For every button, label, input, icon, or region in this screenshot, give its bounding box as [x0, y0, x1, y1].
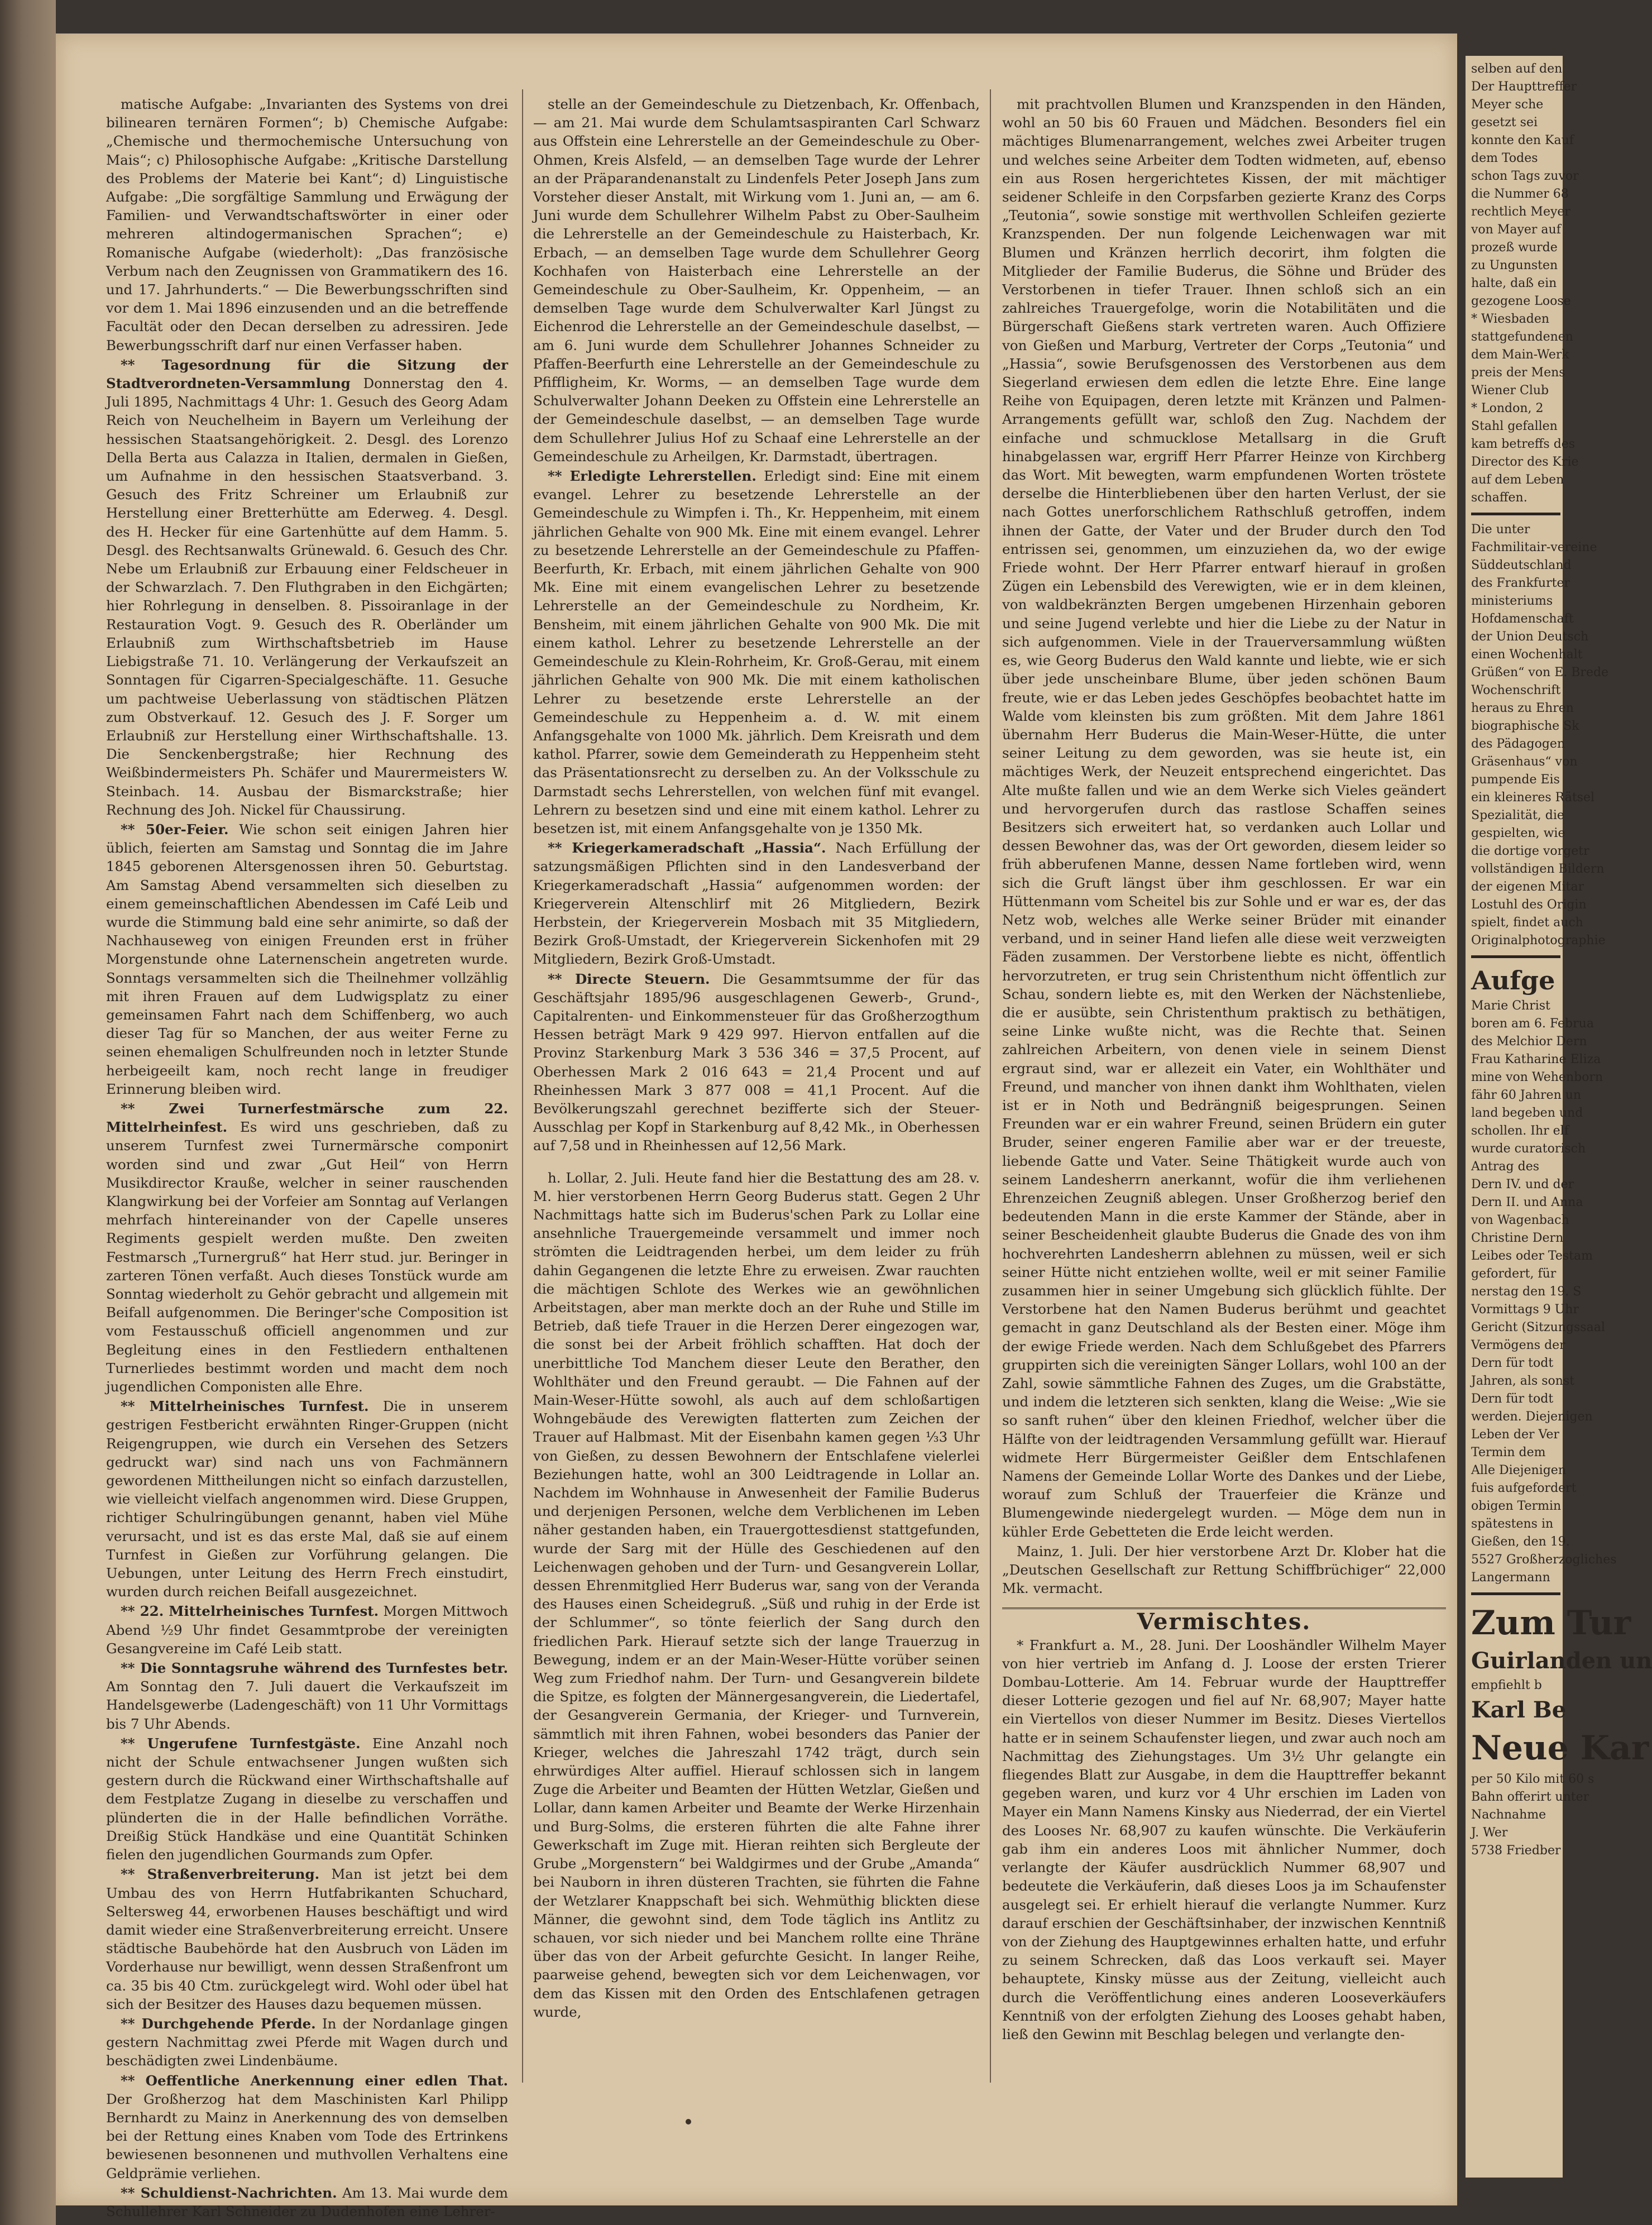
- article-paragraph: [106, 1099, 508, 1396]
- adjacent-text-line: schollen. Ihr elf: [1471, 1124, 1569, 1138]
- adjacent-text-line: dem Main-Werk: [1471, 348, 1569, 362]
- article-paragraph: [106, 2184, 508, 2221]
- ink-dot: [686, 2119, 691, 2124]
- adjacent-text-line: gefordert, für: [1471, 1267, 1557, 1281]
- article-heading: ** Straßenverbreiterung.: [121, 1866, 320, 1883]
- adjacent-text-line: gespielten, wie: [1471, 826, 1565, 840]
- article-text: Der Großherzog hat dem Maschinisten Karl Philipp Bernhardt zu Mainz in Anerkennung des von demselben bei der Rettung eines Knaben vom Tode des Ertrinkens bewiesenen besonnenen und muthvollen Verhaltens eine Geldprämie verliehen.: [106, 2090, 508, 2181]
- article-paragraph: [533, 970, 980, 1155]
- adjacent-text-line: land begeben und: [1471, 1106, 1583, 1120]
- adjacent-text-line: Lostuhl des Origin: [1471, 898, 1587, 912]
- adjacent-text-line: spätestens in: [1471, 1517, 1554, 1531]
- adjacent-ad-name: Karl Be: [1471, 1697, 1567, 1723]
- adjacent-text-line: Bahn offerirt unter: [1471, 1790, 1589, 1804]
- adjacent-text-line: Dern IV. und der: [1471, 1178, 1574, 1192]
- adjacent-text-line: Süddeutschland: [1471, 558, 1572, 572]
- article-text: Donnerstag den 4. Juli 1895, Nachmittags 4 Uhr: 1. Gesuch des Georg Adam Reich von Neuchelheim in Bayern um Verleihung der hessischen Staatsangehörigkeit. 2. Desgl. des Lorenzo Della Berta aus Calazza in Italien, dermalen in Gießen, um Aufnahme in den hessischen Staatsverband. 3. Gesuch des Fritz Schreiner um Erlaubniß zur Herstellung einer Bretterhütte am Ederweg. 4. Desgl. des H. Hecker für eine Gartenhütte auf dem Hamm. 5. Desgl. des Rechtsanwalts Grünewald. 6. Gesuch des Chr. Nebe um Erlaubniß zur Erbauung einer Feldscheuer in der Schwarzlach. 7. Den Fluthgraben in den Eichgärten; hier Rohrlegung in denselben. 8. Pissoiranlage in der Restauration Vogt. 9. Gesuch des R. Oberländer um Erlaubniß zum Wirthschaftsbetrieb im Hause Liebigstraße 71. 10. Verlängerung der Verkaufszeit an Sonntagen für Cigarren-Specialgeschäfte. 11. Gesuche um pachtweise Ueberlassung von städtischen Plätzen zum Obstverkauf. 12. Gesuch des J. F. Sorger um Erlaubniß zur Herstellung einer Wirthschaftshalle. 13. Die Senckenbergstraße; hier Rechnung des Weißbindermeisters Ph. Schäfer und Maurermeisters W. Steinbach. 14. Ausbau der Bismarckstraße; hier Rechnung des Joh. Nickel für Chaussirung.: [106, 375, 508, 818]
- adjacent-text-line: Termin dem: [1471, 1446, 1546, 1460]
- article-text: Die in unserem gestrigen Festbericht erwähnten Ringer-Gruppen (nicht Reigengruppen, wie durch ein Versehen des Setzers gedruckt war) sind nach uns von Fachmännern gewordenen Mittheilungen nicht so einfach darzustellen, wie vielleicht vielfach angenommen wird. Diese Gruppen, richtiger Schulringübungen genannt, haben viel Mühe verursacht, und ist es das erste Mal, daß sie auf einem Turnfest in Gießen zur Vorführung gelangen. Die Uebungen, unter Leitung des Herrn Frech einstudirt, wurden durch reichen Beifall ausgezeichnet.: [106, 1398, 509, 1600]
- article-heading: ** Schuldienst-Nachrichten.: [121, 2184, 337, 2201]
- adjacent-text-line: spielt, findet auch: [1471, 916, 1583, 930]
- column-2: [533, 95, 980, 2083]
- adjacent-text-line: gesetzt sei: [1471, 116, 1538, 130]
- divider: [1471, 513, 1560, 515]
- adjacent-text-line: * London, 2: [1471, 401, 1544, 415]
- adjacent-text-line: dem Todes: [1471, 151, 1538, 165]
- adjacent-text-line: Hofdamenschaft: [1471, 612, 1574, 626]
- article-heading: ** Erledigte Lehrerstellen.: [548, 468, 756, 485]
- adjacent-text-line: Stahl gefallen: [1471, 419, 1558, 433]
- column-rule: [990, 89, 991, 2083]
- adjacent-text-line: Dern II. und Anna: [1471, 1195, 1583, 1209]
- adjacent-text-line: Der Haupttreffer: [1471, 80, 1577, 94]
- adjacent-text-line: J. Wer: [1471, 1826, 1508, 1840]
- adjacent-text-line: Nachnahme: [1471, 1808, 1546, 1822]
- adjacent-text-line: Wiener Club: [1471, 384, 1549, 398]
- article-paragraph: [533, 467, 980, 838]
- article-text: Eine Anzahl noch nicht der Schule entwachsener Jungen wußten sich gestern durch die Rückwand einer Wirthschaftshalle auf dem Festplatze Zugang in dieselbe zu verschaffen und plünderten die in der Halle befindlichen Vorräthe. Dreißig Stück Handkäse und eine Quantität Schinken fielen den jugendlichen Gourmands zum Opfer.: [106, 1735, 508, 1863]
- article-heading: ** 50er-Feier.: [121, 821, 229, 838]
- adjacent-text-line: obigen Termin: [1471, 1499, 1562, 1513]
- article-paragraph: [106, 1659, 508, 1733]
- adjacent-text-line: Vermögens der: [1471, 1338, 1565, 1352]
- adjacent-ad-subtitle: Guirlanden un: [1471, 1648, 1652, 1674]
- adjacent-text-line: die dortige vorgetr: [1471, 844, 1589, 858]
- article-paragraph: * Frankfurt a. M., 28. Juni. Der Looshändler Wilhelm Mayer von hier vertrieb im Anfang d. J. Loose der ersten Trierer Dombau-Lotterie. Am 14. Februar wurde der Haupttreffer dieser Lotterie gezogen und fiel auf Nr. 68,907; Mayer hatte ein Viertellos von dieser Nummer im Besitz. Dieses Viertellos hatte er in seinem Schaufenster liegen, und zwar auch noch am Nachmittag des Ziehungstages. Um 3½ Uhr gelangte ein fliegendes Blatt zur Ausgabe, in dem die Haupttreffer bekannt gegeben waren, und kurz vor 4 Uhr erschien im Laden von Mayer ein Mann Namens Kinsky aus Niederrad, der ein Viertel des Looses Nr. 68,907 zu kaufen wünschte. Die Verkäuferin gab ihm ein anderes Loos mit ähnlicher Nummer, doch verlangte der Käufer ausdrücklich Nummer 68,907 und bedeutete die Verkäuferin, daß dieses Loos ja im Schaufenster ausgelegt sei. Er erhielt hierauf die verlangte Nummer. Kurz darauf erschien der Geschäftsinhaber, der inzwischen Kenntniß von der Ziehung des Hauptgewinnes erhalten hatte, und erfuhr zu seinem Schrecken, daß das Loos verkauft sei. Mayer behauptete, Kinsky müsse aus der Zeitung, vielleicht auch durch die Veröffentlichung eines anderen Looseverkäufers Kenntniß von der erfolgten Ziehung des Looses gehabt haben, ließ den Gewinn mit Beschlag belegen und verlangte den-: [1002, 1637, 1446, 2042]
- adjacent-text-line: von Wagenbach: [1471, 1213, 1569, 1227]
- section-heading-vermischtes: Vermischtes.: [1002, 1607, 1446, 1631]
- article-paragraph: [106, 2071, 508, 2183]
- article-text: In der Nordanlage gingen gestern Nachmittag zwei Pferde mit Wagen durch und beschädigten zwei Lindenbäume.: [106, 2015, 508, 2069]
- adjacent-text-line: Spezialität, die: [1471, 808, 1564, 822]
- adjacent-text-line: Jahren, als sonst: [1471, 1374, 1575, 1388]
- divider: [1471, 955, 1560, 958]
- article-paragraph: [106, 356, 508, 819]
- adjacent-text-line: * Wiesbaden: [1471, 312, 1550, 326]
- article-heading: ** Mittelrheinisches Turnfest.: [121, 1398, 369, 1415]
- adjacent-text-block: [1471, 1677, 1560, 1695]
- article-text: Wie schon seit einigen Jahren hier üblich, feierten am Samstag und Sonntag die im Jahre 1845 geborenen Altersgenossen ihren 50. Geburtstag. Am Samstag Abend versammelten sich dieselben zu einem gemeinschaftlichen Abendessen im Café Leib und wurde die Stimmung bald eine sehr animirte, so daß der Nachhauseweg von einigen Freunden erst in früher Morgenstunde ohne Laternenschein angetreten wurde. Sonntags versammelten sich die Theilnehmer vollzählig mit ihren Frauen auf dem Ludwigsplatz zu einer gemeinsamen Fahrt nach dem Schiffenberg, wo auch dieser Tag für so Manchen, der aus weiter Ferne zu seinen ehemaligen Schulfreunden noch in letzter Stunde herbeigeeilt kam, noch recht lange in freudiger Erinnerung bleiben wird.: [106, 821, 508, 1097]
- adjacent-text-line: Gericht (Sitzungssaal: [1471, 1320, 1605, 1334]
- adjacent-text-line: per 50 Kilo mit 60 s: [1471, 1772, 1594, 1786]
- adjacent-text-line: der Union Deutsch: [1471, 630, 1589, 644]
- adjacent-text-line: Die unter: [1471, 523, 1530, 537]
- article-text: Nach Erfüllung der satzungsmäßigen Pflichten sind in den Landesverband der Kriegerkameradschaft „Hassia“ aufgenommen worden: der Kriegerverein Altenschlirf mit 26 Mitgliedern, Bezirk Herbstein, der Kriegerverein Mosbach mit 35 Mitgliedern, Bezirk Groß-Umstadt, der Kriegerverein Sickenhofen mit 29 Mitgliedern, Bezirk Groß-Umstadt.: [533, 840, 980, 968]
- adjacent-heading: Aufge: [1471, 965, 1555, 996]
- article-paragraph: Mainz, 1. Juli. Der hier verstorbene Arzt Dr. Klober hat die „Deutschen Gesellschaft zur Rettung Schiffbrüchiger“ 22,000 Mk. vermacht.: [1002, 1543, 1446, 1597]
- adjacent-text-line: 5738 Friedber: [1471, 1844, 1561, 1858]
- adjacent-text-line: pumpende Eis: [1471, 773, 1560, 787]
- adjacent-text-line: konnte den Kauf: [1471, 133, 1574, 147]
- article-heading: ** Die Sonntagsruhe während des Turnfestes betr.: [121, 1660, 508, 1677]
- adjacent-text-line: Christine Dern: [1471, 1231, 1564, 1245]
- adjacent-text-line: preis der Mens: [1471, 366, 1565, 380]
- adjacent-text-line: einen Wochenhalt: [1471, 648, 1583, 662]
- adjacent-text-line: zu Ungunsten: [1471, 259, 1558, 272]
- article-heading: ** Kriegerkameradschaft „Hassia“.: [548, 840, 826, 856]
- adjacent-text-line: schaffen.: [1471, 491, 1527, 505]
- article-text: Morgen Mittwoch Abend ½9 Uhr findet Gesammtprobe der vereinigten Gesangvereine im Café Leib statt.: [106, 1603, 508, 1657]
- adjacent-text-line: des Melchior Dern: [1471, 1035, 1587, 1049]
- article-paragraph: [106, 1602, 508, 1658]
- adjacent-text-line: des Frankfurter: [1471, 576, 1570, 590]
- article-heading: ** Durchgehende Pferde.: [121, 2015, 316, 2032]
- article-paragraph: matische Aufgabe: „Invarianten des Systems von drei bilinearen ternären Formen“; b) Chemische Aufgabe: „Chemische und thermochemische Untersuchung von Mais“; c) Philosophische Aufgabe: „Kritische Darstellung des Problems der Materie bei Kant“; d) Linguistische Aufgabe: „Die sorgfältige Sammlung und Erwägung der Familien- und Verwandtschaftswörter in einer oder mehreren altindogermanischen Sprachen“; e) Romanische Aufgabe (wiederholt): „Das französische Verbum nach den Zeugnissen von Grammatikern des 16. und 17. Jahrhunderts.“ — Die Bewerbungsschriften sind vor dem 1. Mai 1896 einzusenden und an die betreffende Facultät oder den Decan derselben zu adressiren. Jede Bewerbungsschrift darf nur einen Verfasser haben.: [106, 96, 508, 353]
- adjacent-text-line: gezogene Loose: [1471, 294, 1571, 308]
- adjacent-text-line: des Pädagogen: [1471, 737, 1565, 751]
- article-paragraph: [106, 1734, 508, 1864]
- adjacent-text-line: Grüßen“ von E. Brede: [1471, 666, 1609, 680]
- divider: [1471, 1592, 1560, 1595]
- article-heading: ** 22. Mittelrheinisches Turnfest.: [121, 1603, 379, 1620]
- adjacent-text-line: Dern für todt: [1471, 1356, 1554, 1370]
- book-binding-edge: [0, 0, 56, 2225]
- column-3: [1002, 95, 1446, 2083]
- adjacent-text-line: Frau Katharine Eliza: [1471, 1052, 1601, 1066]
- adjacent-page-text: [1466, 56, 1652, 1860]
- adjacent-text-line: Gießen, den 19.: [1471, 1535, 1570, 1549]
- adjacent-text-line: ministeriums: [1471, 594, 1553, 608]
- article-paragraph: [106, 1397, 508, 1601]
- column-rule: [522, 89, 523, 2083]
- article-text: Man ist jetzt bei dem Umbau des von Herrn Hutfabrikanten Schuchard, Seltersweg 44, erworbenen Hauses beschäftigt und wird damit wieder eine Straßenverbreiterung erreicht. Unsere städtische Baubehörde hat den Ausbruch von Läden im Vorderhause nur bewilligt, wenn dessen Straßenfront um ca. 35 bis 40 Ctm. zurückgelegt wird. Wohl oder übel hat sich der Besitzer des Hauses dazu bequemen müssen.: [106, 1866, 508, 2012]
- adjacent-text-line: der eigenen Mitar: [1471, 880, 1584, 894]
- adjacent-text-line: Dern für todt: [1471, 1392, 1554, 1406]
- adjacent-text-line: Gräsenhaus“ von: [1471, 755, 1578, 769]
- adjacent-text-line: ein kleineres Rätsel: [1471, 791, 1595, 805]
- article-paragraph: h. Lollar, 2. Juli. Heute fand hier die Bestattung des am 28. v. M. hier verstorbenen Herrn Georg Buderus statt. Gegen 2 Uhr Nachmittags hatte sich im Buderus'schen Park zu Lollar eine ansehnliche Trauergemeinde versammelt und immer noch strömten die Leidtragenden herbei, um dem leider zu früh dahin Gegangenen die letzte Ehre zu erweisen. Zwar rauchten die mächtigen Schlote des Werkes wie an gewöhnlichen Arbeitstagen, aber man merkte doch an der Ruhe und Stille im Betrieb, daß tiefe Trauer in die Herzen Derer eingezogen war, die sonst bei der Arbeit fröhlich schafften. Hat doch der unerbittliche Tod Manchem dieser Leute den Berather, den Wohlthäter und den Freund geraubt. — Die Fahnen auf der Main-Weser-Hütte sowohl, als auch auf dem schloßartigen Wohngebäude des Verewigten flatterten zum Zeichen der Trauer auf Halbmast. Mit der Eisenbahn kamen gegen ⅓3 Uhr von Gießen, zu dessen Bewohnern der Entschlafene vielerlei Beziehungen hatte, wohl an 300 Leidtragende in Lollar an. Nachdem im Wohnhause in Anwesenheit der Familie Buderus und derjenigen Personen, welche dem Verblichenen im Leben näher gestanden haben, ein Trauergottesdienst stattgefunden, wurde der Sarg mit der Hülle des Geschiedenen auf den Leichenwagen gehoben und der Turn- und Gesangverein Lollar, dessen Ehrenmitglied Herr Buderus war, sang von der Veranda des Hauses einen Scheidegruß. „Süß und ruhig in der Erde ist der Schlummer“, so tönte feierlich der Sang durch den friedlichen Park. Hierauf setzte sich der lange Trauerzug in Bewegung, indem er an der Main-Weser-Hütte vorüber seinen Weg zum Friedhof nahm. Der Turn- und Gesangverein bildete die Spitze, es folgten der Männergesangverein, die Liedertafel, der Gesangverein Germania, der Krieger- und Turnverein, sämmtlich mit ihren Fahnen, wobei besonders das Panier der Krieger, welches die Jahreszahl 1742 trägt, durch sein ehrwürdiges Alter auffiel. Hierauf schlossen sich in langem Zuge die Arbeiter und Beamten der Hütten Wetzlar, Gießen und Lollar, dann kamen Arbeiter und Beamte der Werke Hirzenhain und Burg-Solms, die ersteren führten die alte Fahne ihrer Gewerkschaft im Zuge mit. Hieran reihten sich Bergleute der Grube „Morgenstern“ bei Waldgirmes und der Grube „Amanda“ bei Nauborn in ihren düsteren Trachten, sie führten die Fahne der Wetzlarer Knappschaft bei sich. Wehmüthig blickten diese Männer, die gewohnt sind, dem Tode täglich ins Antlitz zu schauen, vor sich nieder und bei Manchem rollte eine Thräne über das von der Arbeit gefurchte Gesicht. In langer Reihe, paarweise gehend, bewegten sich vor dem Leichenwagen, vor dem das Kissen mit den Orden des Entschlafenen getragen wurde,: [533, 1169, 980, 2020]
- adjacent-text-line: empfiehlt b: [1471, 1678, 1542, 1692]
- adjacent-text-line: wurde curatorisch: [1471, 1142, 1586, 1156]
- adjacent-text-line: 5527 Großherzogliches: [1471, 1553, 1617, 1567]
- adjacent-text-line: prozeß wurde: [1471, 241, 1558, 255]
- adjacent-text-line: Leben der Ver: [1471, 1428, 1559, 1442]
- adjacent-text-block: [1471, 1771, 1594, 1860]
- article-paragraph: [106, 1865, 508, 2013]
- article-heading: ** Oeffentliche Anerkennung einer edlen That.: [121, 2072, 508, 2089]
- article-paragraph: [533, 839, 980, 968]
- adjacent-text-line: Originalphotographie: [1471, 934, 1606, 948]
- adjacent-text-line: boren am 6. Februa: [1471, 1017, 1594, 1031]
- adjacent-text-line: Director des Krie: [1471, 455, 1579, 469]
- adjacent-text-line: Antrag des: [1471, 1160, 1539, 1174]
- article-heading: ** Directe Steuern.: [548, 970, 710, 987]
- adjacent-text-line: fähr 60 Jahren un: [1471, 1088, 1582, 1102]
- adjacent-text-line: die Nummer 68: [1471, 187, 1569, 201]
- article-paragraph: mit prachtvollen Blumen und Kranzspenden in den Händen, wohl an 50 bis 60 Frauen und Mädchen. Besonders fiel ein mächtiges Blumenarrangement, welches zwei Arbeiter trugen und welches seine Arbeiter dem Todten widmeten, auf, ebenso ein aus Rosen hergerichtetes Kissen, der mit mächtiger seidener Schleife in den Corpsfarben gezierte Kranz des Corps „Teutonia“, sowie sonstige mit werthvollen Schleifen gezierte Kranzspenden. Der nun folgende Leichenwagen war mit Blumen und Kränzen herrlich decorirt, ihm folgten die Mitglieder der Familie Buderus, die Söhne und Brüder des Verstorbenen in tiefer Trauer. Ihnen schloß sich an ein zahlreiches Trauergefolge, worin die Notabilitäten und die Bürgerschaft Gießens stark vertreten waren. Auch Offiziere von Gießen und Marburg, Vertreter der Corps „Teutonia“ und „Hassia“, sowie Berufsgenossen des Verstorbenen aus dem Siegerland erwiesen dem edlen die letzte Ehre. Eine lange Reihe von Equipagen, deren letzte mit Kränzen und Palmen-Arrangements gefüllt war, schloß den Zug. Nachdem der einfache und schmucklose Metallsarg in die Gruft hinabgelassen war, ergriff Herr Pfarrer Heinze von Kirchberg das Wort. Mit bewegten, warm empfundenen Worten tröstete derselbe die Hinterbliebenen über den harten Verlust, der sie nach Gottes unerforschlichem Rathschluß getroffen, indem ihnen der Gatte, der Vater und der Bruder durch den Tod entrissen sei, genommen, um einzuziehen da, wo der ewige Friede wohnt. Der Herr Pfarrer entwarf hierauf in großen Zügen ein Lebensbild des Verewigten, wie er in dem kleinen, von waldbekränzten Bergen umgebenen Hirzenhain geboren und seine Jugend verlebte und hier die Liebe zu der Natur in sich aufgenommen. Viele in der Trauerversammlung wüßten es, wie Georg Buderus den Wald kannte und liebte, wie er sich über jede unscheinbare Blume, über jeden schönen Baum freute, wie er das Leben jedes Geschöpfes beobachtet hatte im Walde vom kleinsten bis zum größten. Mit dem Jahre 1861 übernahm Herr Buderus die Main-Weser-Hütte, die unter seiner Leitung zu dem geworden, was sie heute ist, ein mächtiges Werk, der Neuzeit entsprechend eingerichtet. Das Alte mußte fallen und wie an dem Werke sich Vieles geändert und hervorgerufen durch das rastlose Schaffen seines Besitzers sich erweitert hat, so verdanken auch Lollar und dessen Bewohner das, was der Ort geworden, diesem leider so früh abberufenen Manne, dessen Name fortleben wird, wenn sich die Gruft längst über ihm geschlossen. Er war ein Hüttenmann vom Scheitel bis zur Sohle und er war es, der das Netz wob, welches alle Werke seiner Brüder mit einander verband, und in seiner Hand liefen alle diese weit verzweigten Fäden zusammen. Der Verstorbene liebte es nicht, öffentlich hervorzutreten, er trug sein Christenthum nicht öffentlich zur Schau, sondern liebte es, mit den Werken der Nächstenliebe, die er ausübte, sein Christenthum praktisch zu bethätigen, seine Linke wußte nicht, was die Rechte that. Seinen zahlreichen Arbeitern, von denen viele in seinem Dienst ergraut sind, war er allezeit ein Vater, ein Wohlthäter und Freund, und mancher von ihnen dankt ihm Wohlthaten, vielen ist er in Noth und Bedrängniß beigesprungen. Seinen Freunden war er ein wahrer Freund, seinen Brüdern ein guter Bruder, seiner engeren Familie aber war er der treueste, liebende Gatte und Vater. Seine Thätigkeit wurde auch von seinem Landesherrn anerkannt, wofür die ihm verliehenen Ehrenzeichen Zeugniß ablegen. Unser Großherzog berief den bedeutenden Mann in die erste Kammer der Stände, aber in seiner Bescheidenheit glaubte Buderus die Gnade des von ihm hochverehrten Landesherrn ablehnen zu müssen, weil er sich seiner Hütte nicht entziehen wollte, weil er mit seiner Familie zusammen hier in seiner Umgebung sich glücklich fühlte. Der Verstorbene hat den Namen Buderus berühmt und geachtet gemacht in ganz Deutschland als der Besten einer. Möge ihm der ewige Friede werden. Nach dem Schlußgebet des Pfarrers gruppirten sich die vereinigten Sänger Lollars, wohl 100 an der Zahl, sowie sämmtliche Fahnen des Zuges, um die Grabstätte, und indem die letzteren sich senkten, klang die Weise: „Wie sie so sanft ruhen“ über den kleinen Friedhof, welcher über die Hälfte von der leidtragenden Versammlung gefüllt war. Hierauf widmete Herr Bürgermeister Geißler dem Entschlafenen Namens der Gemeinde Lollar Worte des Dankes und der Liebe, worauf zum Schluß der Trauerfeier die Kränze und Blumengewinde niedergelegt wurden. — Möge dem nun in kühler Erde Gebetteten die Erde leicht werden.: [1002, 96, 1446, 1540]
- adjacent-text-line: Langermann: [1471, 1571, 1550, 1585]
- adjacent-ad-title: Zum Tur: [1471, 1604, 1631, 1643]
- article-heading: ** Ungerufene Turnfestgäste.: [121, 1735, 361, 1752]
- adjacent-text-line: Marie Christ: [1471, 999, 1550, 1013]
- article-text: Die Gesammtsumme der für das Geschäftsjahr 1895/96 ausgeschlagenen Gewerb-, Grund-, Capitalrenten- und Einkommensteuer für das Großherzogthum Hessen beträgt Mark 9 429 997. Hiervon entfallen auf die Provinz Starkenburg Mark 3 536 346 = 37,5 Procent, auf Oberhessen Mark 2 016 643 = 21,4 Procent und auf Rheinhessen Mark 3 877 008 = 41,1 Procent. Auf die Bevölkerungszahl gerechnet bezifferte sich der Steuer-Ausschlag per Kopf in Starkenburg auf 8,42 Mk., in Oberhessen auf 7,58 und in Rheinhessen auf 12,56 Mark.: [533, 970, 980, 1154]
- article-paragraph: [106, 2015, 508, 2070]
- article-text: Am 13. Mai wurde dem Schullehrer Karl Schneider zu Dudenhofen eine Lehrer-: [106, 2184, 508, 2219]
- adjacent-text-line: selben auf den: [1471, 62, 1563, 76]
- adjacent-text-block: [1471, 521, 1609, 950]
- adjacent-text-line: mine von Wehenborn: [1471, 1070, 1603, 1084]
- adjacent-text-block: [1471, 60, 1579, 507]
- adjacent-text-line: Meyer sche: [1471, 98, 1544, 112]
- article-heading: ** Tagesordnung für die Sitzung der Stadtverordneten-Versammlung: [106, 356, 508, 392]
- adjacent-text-line: von Mayer auf: [1471, 223, 1561, 237]
- adjacent-text-line: werden. Diejenigen: [1471, 1410, 1593, 1424]
- adjacent-text-line: Vormittags 9 Uhr: [1471, 1303, 1579, 1317]
- adjacent-text-line: fuis aufgefordert: [1471, 1481, 1577, 1495]
- adjacent-text-line: heraus zu Ehren: [1471, 701, 1574, 715]
- article-text: Am Sonntag den 7. Juli dauert die Verkaufszeit im Handelsgewerbe (Ladengeschäft) von 11 Uhr Vormittags bis 7 Uhr Abends.: [106, 1678, 508, 1732]
- adjacent-text-block: [1471, 997, 1617, 1587]
- adjacent-ad-title: Neue Kar: [1471, 1729, 1649, 1768]
- adjacent-text-line: Wochenschrift: [1471, 683, 1561, 697]
- column-1: [106, 95, 509, 2219]
- article-paragraph: stelle an der Gemeindeschule zu Dietzenbach, Kr. Offenbach, — am 21. Mai wurde dem Schulamtsaspiranten Carl Schwarz aus Offstein eine Lehrerstelle an der Gemeindeschule zu Ober-Ohmen, Kreis Alsfeld, — an demselben Tage wurde der Lehrer an der Präparandenanstalt zu Lindenfels Peter Joseph Jans zum Vorsteher dieser Anstalt, mit Wirkung vom 1. Juni an, — am 6. Juni wurde dem Schullehrer Wilhelm Pabst zu Ober-Saulheim die Lehrerstelle an der Gemeindeschule zu Haisterbach, Kr. Erbach, — an demselben Tage wurde dem Schullehrer Georg Kochhafen von Haisterbach eine Lehrerstelle an der Gemeindeschule zu Ober-Saulheim, Kr. Oppenheim, — an demselben Tage wurde dem Schulverwalter Karl Jüngst zu Eichenrod die Lehrerstelle an der Gemeindeschule daselbst, — am 6. Juni wurde dem Schullehrer Johannes Schneider zu Pfaffen-Beerfurth eine Lehrerstelle an der Gemeindeschule zu Pfiffligheim, Kr. Worms, — an demselben Tage wurde dem Schulverwalter Johann Deeken zu Offstein eine Lehrerstelle an der Gemeindeschule daselbst, — an demselben Tage wurde dem Schullehrer Julius Hof zu Schaaf eine Lehrerstelle an der Gemeindeschule zu Arheilgen, Kr. Darmstadt, übertragen.: [533, 96, 980, 465]
- adjacent-text-line: Alle Diejenigen: [1471, 1463, 1566, 1477]
- adjacent-text-line: rechtlich Meyer: [1471, 205, 1570, 219]
- adjacent-text-line: vollständigen Bildern: [1471, 862, 1605, 876]
- adjacent-text-line: halte, daß ein: [1471, 276, 1557, 290]
- adjacent-text-line: stattgefundenen: [1471, 330, 1573, 344]
- adjacent-text-line: biographische Sk: [1471, 719, 1579, 733]
- article-heading: ** Zwei Turnerfestmärsche zum 22. Mittelrheinfest.: [106, 1100, 508, 1136]
- adjacent-text-line: Leibes oder Testam: [1471, 1249, 1593, 1263]
- adjacent-text-line: auf dem Leben: [1471, 473, 1564, 487]
- adjacent-page-edge: [1466, 56, 1652, 2178]
- adjacent-text-line: Fachmilitair-vereine: [1471, 540, 1597, 554]
- article-text: Es wird uns geschrieben, daß zu unserem Turnfest zwei Turnermärsche componirt worden sind und zwar „Gut Heil“ von Herrn Musikdirector Krauße, welcher in seiner rauschenden Klangwirkung bei der Vorfeier am Sonntag auf Verlangen mehrfach hintereinander von der Capelle unseres Regiments gespielt werden mußte. Den zweiten Festmarsch „Turnergruß“ hat Herr stud. jur. Beringer in zarteren Tönen verfaßt. Auch dieses Tonstück wurde am Sonntag wiederholt zu Gehör gebracht und allgemein mit Beifall aufgenommen. Die Beringer'sche Composition ist vom Festausschuß officiell angenommen und zur Begleitung eines in den Festliedern enthaltenen Turnerliedes bestimmt worden und macht dem noch jugendlichen Componisten alle Ehre.: [106, 1119, 508, 1395]
- article-paragraph: [106, 820, 508, 1098]
- article-text: Erledigt sind: Eine mit einem evangel. Lehrer zu besetzende Lehrerstelle an der Gemeindeschule zu Wimpfen i. Th., Kr. Heppenheim, mit einem jährlichen Gehalte von 900 Mk. Eine mit einem evangel. Lehrer zu besetzende Lehrerstelle an der Gemeindeschule zu Pfaffen-Beerfurth, Kr. Erbach, mit einem jährlichen Gehalte von 900 Mk. Eine mit einem evangelischen Lehrer zu besetzende Lehrerstelle an der Gemeindeschule zu Nordheim, Kr. Bensheim, mit einem jährlichen Gehalte von 900 Mk. Die mit einem kathol. Lehrer zu besetzende Lehrerstelle an der Gemeindeschule zu Klein-Rohrheim, Kr. Groß-Gerau, mit einem jährlichen Gehalte von 900 Mk. Die mit einem katholischen Lehrer zu besetzende erste Lehrerstelle an der Gemeindeschule zu Heppenheim a. d. W. mit einem Anfangsgehalte von 1000 Mk. jährlich. Dem Kreisrath und dem kathol. Pfarrer, sowie dem Gemeinderath zu Heppenheim steht das Präsentationsrecht zu derselben zu. An der Volksschule zu Darmstadt sechs Lehrerstellen, von welchen fünf mit evangel. Lehrern zu besetzen sind und eine mit einem kathol. Lehrer zu besetzen ist, mit einem Anfangsgehalte von je 1350 Mk.: [533, 468, 980, 836]
- adjacent-text-line: nerstag den 19. S: [1471, 1285, 1582, 1299]
- adjacent-text-line: kam betreffs des: [1471, 437, 1576, 451]
- adjacent-text-line: schon Tags zuvor: [1471, 169, 1579, 183]
